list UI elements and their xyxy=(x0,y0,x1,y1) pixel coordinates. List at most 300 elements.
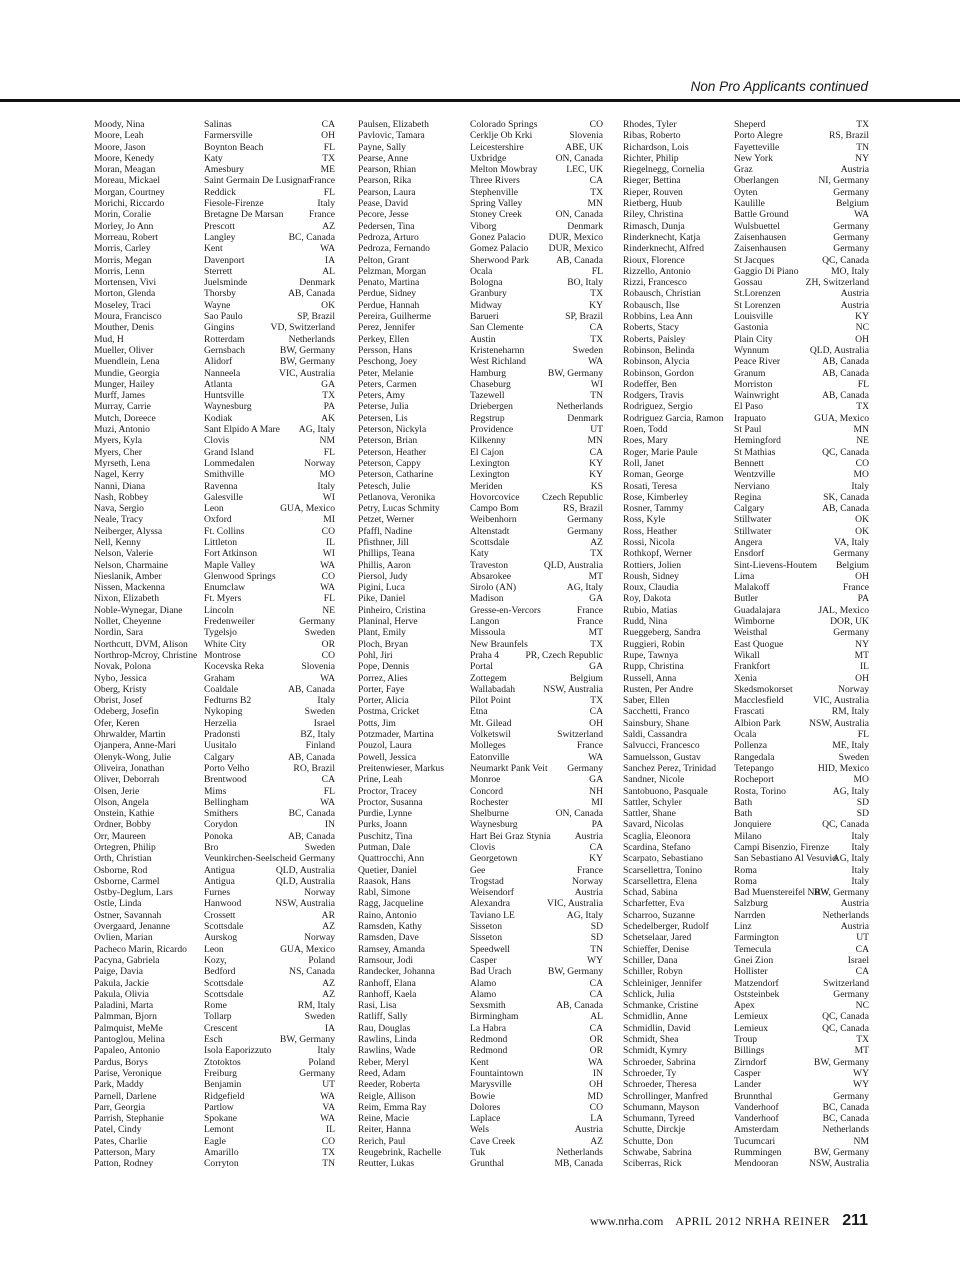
applicant-city: Malakoff xyxy=(734,582,770,594)
applicant-state: Israel xyxy=(313,717,335,729)
applicant-name: Rawlins, Wade xyxy=(358,1045,416,1057)
applicant-state: VD, Switzerland xyxy=(270,322,335,334)
applicant-name: Ostle, Linda xyxy=(94,898,142,910)
applicant-state: Germany xyxy=(833,243,869,255)
applicant-state: KY xyxy=(589,853,603,865)
applicant-city: Gresse-en-Vercors xyxy=(470,604,541,616)
applicant-state: AB, Canada xyxy=(822,367,869,379)
list-item xyxy=(358,627,603,638)
applicant-name: Sattler, Shane xyxy=(623,808,676,820)
applicant-name: Pates, Charlie xyxy=(94,1135,148,1147)
applicant-city: Praha 4 xyxy=(470,649,500,661)
applicant-state: Germany xyxy=(567,762,603,774)
applicant-city: Bretagne De Marsan xyxy=(204,209,284,221)
applicant-city: Milano xyxy=(734,830,762,842)
applicant-state: KY xyxy=(589,457,603,469)
list-item xyxy=(623,1136,869,1147)
applicant-state: AB, Canada xyxy=(556,254,603,266)
applicant-name: Rossi, Nicola xyxy=(623,536,675,548)
applicant-state: RS, Brazil xyxy=(563,503,603,515)
list-item xyxy=(623,786,869,797)
list-item xyxy=(94,797,335,808)
applicant-state: Sweden xyxy=(304,627,335,639)
applicant-name: Schmidt, Kymry xyxy=(623,1045,687,1057)
applicant-state: Italy xyxy=(851,480,869,492)
applicant-name: Piersol, Judy xyxy=(358,570,408,582)
applicant-name: Mundie, Georgia xyxy=(94,367,160,379)
list-item xyxy=(94,1091,335,1102)
applicant-state: JAL, Mexico xyxy=(818,604,869,616)
applicant-state: FL xyxy=(323,186,335,198)
applicant-city: St Mathias xyxy=(734,446,776,458)
applicant-state: TX xyxy=(322,1147,335,1159)
applicant-city: Nerviano xyxy=(734,480,770,492)
applicant-city: Grunthal xyxy=(470,1158,505,1170)
applicant-state: NSW, Australia xyxy=(809,717,869,729)
applicant-name: Paulsen, Elizabeth xyxy=(358,119,429,130)
applicant-city: Hanwood xyxy=(204,898,242,910)
applicant-city: Spokane xyxy=(204,1113,238,1125)
applicant-name: Potzmader, Martina xyxy=(358,729,434,741)
applicant-name: Schroeder, Sabrina xyxy=(623,1056,696,1068)
applicant-city: Kocevska Reka xyxy=(204,661,264,673)
applicant-state: Germany xyxy=(833,1090,869,1102)
applicant-state: TX xyxy=(590,638,603,650)
applicant-city: Barueri xyxy=(470,311,499,323)
applicant-city: Wallabadah xyxy=(470,683,516,695)
applicant-state: OR xyxy=(589,1034,603,1046)
applicant-name: Rottiers, Jolien xyxy=(623,559,682,571)
applicant-city: Fiesole-Firenze xyxy=(204,198,264,210)
applicant-name: Oliveira, Jonathan xyxy=(94,762,165,774)
list-item xyxy=(623,1068,869,1079)
applicant-state: BZ, Italy xyxy=(300,729,335,741)
list-item xyxy=(94,921,335,932)
applicant-name: Nybo, Jessica xyxy=(94,672,147,684)
applicant-name: Paladini, Marta xyxy=(94,1000,154,1012)
list-item xyxy=(623,910,869,921)
applicant-city: Veunkirchen-Seelscheid xyxy=(204,853,297,865)
applicant-state: WA xyxy=(320,559,335,571)
applicant-state: SK, Canada xyxy=(823,491,869,503)
list-item xyxy=(94,492,335,503)
applicant-city: Cave Creek xyxy=(470,1135,516,1147)
applicant-state: QC, Canada xyxy=(822,1011,869,1023)
applicant-name: Ohrwalder, Martin xyxy=(94,729,166,741)
list-item xyxy=(94,198,335,209)
list-item xyxy=(358,729,603,740)
applicant-city: Mendooran xyxy=(734,1158,779,1170)
applicant-city: Thorsby xyxy=(204,288,236,300)
applicant-city: Bro xyxy=(204,842,219,853)
applicant-name: Pakula, Olivia xyxy=(94,988,149,1000)
applicant-name: Parnell, Darlene xyxy=(94,1090,157,1102)
list-item xyxy=(94,514,335,525)
applicant-name: Rusten, Per Andre xyxy=(623,683,694,695)
applicant-name: Rinderknecht, Katja xyxy=(623,231,701,243)
list-item xyxy=(358,797,603,808)
applicant-name: Reine, Macie xyxy=(358,1113,410,1125)
applicant-city: Billings xyxy=(734,1045,765,1057)
applicant-state: SD xyxy=(856,808,869,820)
applicant-state: AK xyxy=(321,412,335,424)
list-item xyxy=(623,334,869,345)
applicant-city: Ridgefield xyxy=(204,1090,245,1102)
applicant-name: Pigini, Luca xyxy=(358,582,405,594)
applicant-city: Hart Bei Graz Stynia xyxy=(470,830,551,842)
applicant-name: Ofer, Keren xyxy=(94,717,140,729)
list-item xyxy=(94,774,335,785)
list-item xyxy=(358,786,603,797)
applicant-state: MB, Canada xyxy=(554,1158,603,1170)
applicant-city: Corydon xyxy=(204,819,238,831)
list-item xyxy=(94,1045,335,1056)
applicant-city: Amsterdam xyxy=(734,1124,779,1136)
applicant-city: Rangedala xyxy=(734,751,775,763)
applicant-name: Moseley, Traci xyxy=(94,299,151,311)
applicant-city: St Paul xyxy=(734,424,762,436)
list-item xyxy=(94,390,335,401)
applicant-state: KS xyxy=(590,480,603,492)
applicant-state: France xyxy=(576,740,603,752)
applicant-city: Rotterdam xyxy=(204,333,245,345)
list-item xyxy=(358,1023,603,1034)
list-item xyxy=(358,1147,603,1158)
applicant-state: NM xyxy=(319,435,335,447)
applicant-city: Matzendorf xyxy=(734,977,779,989)
list-item xyxy=(358,910,603,921)
applicant-state: Germany xyxy=(833,988,869,1000)
list-item xyxy=(623,1158,869,1169)
list-item xyxy=(623,300,869,311)
applicant-city: Macclesfield xyxy=(734,695,784,707)
list-item xyxy=(94,763,335,774)
applicant-state: TX xyxy=(590,288,603,300)
applicant-name: Moura, Francisco xyxy=(94,311,162,323)
applicant-city: Partlow xyxy=(204,1101,234,1113)
applicant-state: PR, Czech Republic xyxy=(525,649,603,661)
applicant-name: Ostner, Savannah xyxy=(94,909,162,921)
applicant-city: Trogstad xyxy=(470,875,504,887)
applicant-city: Molleges xyxy=(470,740,506,752)
applicant-state: CO xyxy=(321,1135,335,1147)
applicant-name: Moore, Jason xyxy=(94,141,146,153)
applicant-name: Peterse, Julia xyxy=(358,401,409,413)
applicant-name: Myers, Cher xyxy=(94,446,142,458)
applicant-city: Angera xyxy=(734,536,763,548)
applicant-name: Sattler, Schyler xyxy=(623,796,682,808)
list-item xyxy=(94,865,335,876)
applicant-city: Wayne xyxy=(204,299,231,311)
applicant-name: Rabl, Simone xyxy=(358,887,411,899)
applicant-state: WA xyxy=(320,1090,335,1102)
applicant-name: Myrseth, Lena xyxy=(94,457,150,469)
applicant-state: Italy xyxy=(851,830,869,842)
applicant-state: NC xyxy=(855,1000,869,1012)
applicant-state: Slovenia xyxy=(569,130,603,142)
applicant-city: Katy xyxy=(470,548,489,560)
applicant-state: ME xyxy=(320,164,335,176)
applicant-state: Italy xyxy=(851,875,869,887)
list-item xyxy=(623,187,869,198)
applicant-name: Potts, Jim xyxy=(358,717,396,729)
applicant-city: Farmersville xyxy=(204,130,253,142)
list-item xyxy=(358,560,603,571)
applicant-state: GUA, Mexico xyxy=(280,943,335,955)
applicant-state: RM, Italy xyxy=(297,1000,335,1012)
list-item xyxy=(358,492,603,503)
applicant-name: Purdie, Lynne xyxy=(358,808,412,820)
applicant-state: MI xyxy=(591,796,603,808)
section-title: Non Pro Applicants continued xyxy=(690,79,868,94)
applicant-state: Norway xyxy=(838,683,869,695)
list-item xyxy=(358,514,603,525)
list-item xyxy=(358,413,603,424)
applicant-city: Bath xyxy=(734,796,753,808)
applicant-city: Linz xyxy=(734,921,752,933)
applicant-state: WA xyxy=(320,243,335,255)
applicant-state: France xyxy=(308,175,335,187)
list-item xyxy=(358,288,603,299)
list-item xyxy=(623,740,869,751)
applicant-name: Preitenwieser, Markus xyxy=(358,762,444,774)
list-item xyxy=(623,232,869,243)
applicant-city: Montrose xyxy=(204,649,241,661)
applicant-state: NM xyxy=(853,1135,869,1147)
applicant-state: MN xyxy=(587,435,603,447)
applicant-name: Petesch, Julie xyxy=(358,480,411,492)
applicant-city: Morriston xyxy=(734,378,773,390)
applicant-name: Purks, Joann xyxy=(358,819,408,831)
applicant-city: Peace River xyxy=(734,356,781,368)
applicant-name: Roberts, Stacy xyxy=(623,322,679,334)
applicant-city: Wels xyxy=(470,1124,489,1136)
list-item xyxy=(623,695,869,706)
applicant-city: Kent xyxy=(204,243,223,255)
applicant-name: Pedroza, Arturo xyxy=(358,231,419,243)
applicant-state: BW, Germany xyxy=(813,887,869,899)
list-item xyxy=(94,684,335,695)
applicant-name: Peter, Melanie xyxy=(358,367,414,379)
list-item xyxy=(623,209,869,220)
list-item xyxy=(623,932,869,943)
list-item xyxy=(623,164,869,175)
applicant-name: Pelton, Grant xyxy=(358,254,410,266)
list-item xyxy=(94,311,335,322)
applicant-city: Lima xyxy=(734,570,755,582)
applicant-city: Porto Alegre xyxy=(734,130,783,142)
applicant-name: Morris, Lenn xyxy=(94,265,145,277)
list-item xyxy=(358,401,603,412)
applicant-state: PA xyxy=(591,819,603,831)
applicant-city: Wainwright xyxy=(734,390,780,402)
applicant-name: Pacyna, Gabriela xyxy=(94,954,160,966)
applicant-state: France xyxy=(842,582,869,594)
list-item xyxy=(623,797,869,808)
applicant-name: Richter, Philip xyxy=(623,152,679,164)
applicant-city: Zaisenhausen xyxy=(734,243,787,255)
list-item xyxy=(94,1124,335,1135)
list-item xyxy=(94,119,335,130)
applicant-state: MN xyxy=(853,424,869,436)
applicant-city: Austin xyxy=(470,333,496,345)
applicant-name: Muzi, Antonio xyxy=(94,424,150,436)
applicant-name: Nava, Sergio xyxy=(94,503,144,515)
list-item xyxy=(623,605,869,616)
applicant-city: Leon xyxy=(204,503,224,515)
applicant-name: Ovlien, Marian xyxy=(94,932,153,944)
applicant-name: Northcutt, DVM, Alison xyxy=(94,638,188,650)
applicant-city: Sheperd xyxy=(734,119,766,130)
applicant-name: Proctor, Tracey xyxy=(358,785,417,797)
applicant-city: Hamburg xyxy=(470,367,507,379)
applicant-name: Pantoglou, Melina xyxy=(94,1034,165,1046)
list-item xyxy=(358,187,603,198)
applicant-city: Oxford xyxy=(204,514,232,526)
applicant-state: NSW, Australia xyxy=(543,683,603,695)
list-item xyxy=(358,1068,603,1079)
applicant-city: Antigua xyxy=(204,875,235,887)
applicant-name: Obrist, Josef xyxy=(94,695,143,707)
applicant-city: Gernsbach xyxy=(204,344,246,356)
applicant-name: Rieper, Rouven xyxy=(623,186,683,198)
applicant-state: KY xyxy=(589,469,603,481)
applicant-name: Roy, Dakota xyxy=(623,593,671,605)
applicant-name: Rodeffer, Ben xyxy=(623,378,677,390)
applicant-city: Plain City xyxy=(734,333,773,345)
applicant-state: CA xyxy=(589,988,603,1000)
applicant-state: UT xyxy=(322,1079,335,1091)
applicant-name: Ramsour, Jodi xyxy=(358,954,414,966)
applicant-name: Moore, Kenedy xyxy=(94,152,155,164)
applicant-name: Rizzi, Francesco xyxy=(623,277,687,289)
applicant-state: NSW, Australia xyxy=(275,898,335,910)
applicant-name: Rodriguez Garcia, Ramon xyxy=(623,412,724,424)
applicant-name: Schroeder, Theresa xyxy=(623,1079,697,1091)
applicant-name: Petzet, Werner xyxy=(358,514,415,526)
applicant-city: Viborg xyxy=(470,220,497,232)
applicant-state: MD xyxy=(587,1090,603,1102)
applicant-state: CO xyxy=(855,457,869,469)
applicant-state: DUR, Mexico xyxy=(548,243,603,255)
applicant-state: ME, Italy xyxy=(832,740,869,752)
list-item xyxy=(358,311,603,322)
applicant-city: Graham xyxy=(204,672,235,684)
applicant-city: Apex xyxy=(734,1000,755,1012)
list-item xyxy=(623,514,869,525)
applicant-state: Czech Republic xyxy=(541,491,603,503)
applicant-city: Pradonsti xyxy=(204,729,241,741)
applicant-city: Weibenhorn xyxy=(470,514,517,526)
applicant-state: FL xyxy=(323,785,335,797)
applicant-city: Missoula xyxy=(470,627,506,639)
applicant-state: France xyxy=(576,864,603,876)
applicant-name: Sciberras, Rick xyxy=(623,1158,682,1170)
list-item xyxy=(358,774,603,785)
applicant-name: Nanni, Diana xyxy=(94,480,146,492)
list-item xyxy=(623,819,869,830)
applicant-state: OH xyxy=(321,130,335,142)
applicant-state: QC, Canada xyxy=(822,446,869,458)
applicant-name: Roush, Sidney xyxy=(623,570,679,582)
applicant-state: BC, Canada xyxy=(822,1101,869,1113)
applicant-name: Morreau, Robert xyxy=(94,231,158,243)
applicant-name: Raasok, Hans xyxy=(358,875,411,887)
applicant-state: Italy xyxy=(317,1045,335,1057)
applicant-name: Mutch, Doreece xyxy=(94,412,156,424)
applicant-city: Gee xyxy=(470,864,486,876)
applicant-name: Reigle, Allison xyxy=(358,1090,416,1102)
applicant-name: Russell, Anna xyxy=(623,672,677,684)
applicant-state: Sweden xyxy=(572,344,603,356)
list-item xyxy=(623,526,869,537)
list-item xyxy=(623,616,869,627)
applicant-city: Ravenna xyxy=(204,480,238,492)
applicant-state: AZ xyxy=(322,220,335,232)
list-item xyxy=(94,424,335,435)
applicant-city: Sint-Lievens-Houtem xyxy=(734,559,818,571)
applicant-state: MT xyxy=(854,649,869,661)
applicant-city: Madison xyxy=(470,593,504,605)
applicant-city: Ft. Collins xyxy=(204,525,245,537)
applicant-name: Neale, Tracy xyxy=(94,514,144,526)
applicant-name: Sandner, Nicole xyxy=(623,774,685,786)
applicant-state: Netherlands xyxy=(822,1124,869,1136)
applicant-name: Ranhoff, Elana xyxy=(358,977,416,989)
applicant-name: Parrish, Stephanie xyxy=(94,1113,164,1125)
applicant-city: Wikall xyxy=(734,649,760,661)
applicant-city: Amarillo xyxy=(204,1147,239,1159)
applicant-city: Midway xyxy=(470,299,502,311)
applicant-name: Murff, James xyxy=(94,390,145,402)
list-item xyxy=(94,300,335,311)
applicant-city: Furnes xyxy=(204,887,231,899)
applicant-state: LA xyxy=(590,1113,603,1125)
list-item xyxy=(358,650,603,661)
list-item xyxy=(623,481,869,492)
applicant-state: Austria xyxy=(840,299,869,311)
list-item xyxy=(94,955,335,966)
applicant-city: El Paso xyxy=(734,401,764,413)
applicant-city: Aurskog xyxy=(204,932,238,944)
applicant-city: Tygelsjo xyxy=(204,627,237,639)
applicant-state: SD xyxy=(856,796,869,808)
list-item xyxy=(94,752,335,763)
applicant-state: Netherlands xyxy=(556,1147,603,1159)
list-item xyxy=(94,447,335,458)
applicant-state: CA xyxy=(855,966,869,978)
applicant-state: MN xyxy=(587,198,603,210)
applicant-city: Isola Eaporizzuto xyxy=(204,1045,272,1057)
applicant-state: MO xyxy=(853,469,869,481)
applicant-name: Rinderknecht, Alfred xyxy=(623,243,704,255)
applicant-state: Austria xyxy=(574,830,603,842)
applicant-state: NE xyxy=(856,435,869,447)
list-item xyxy=(623,356,869,367)
applicant-city: Troup xyxy=(734,1034,758,1046)
applicant-city: Scottsdale xyxy=(204,988,244,1000)
list-item xyxy=(358,277,603,288)
list-item xyxy=(94,978,335,989)
applicant-name: Schmanke, Cristine xyxy=(623,1000,699,1012)
list-item xyxy=(94,187,335,198)
applicant-state: Poland xyxy=(308,1056,335,1068)
applicant-city: Prescott xyxy=(204,220,235,232)
list-item xyxy=(358,503,603,514)
list-item xyxy=(358,752,603,763)
applicant-name: Olenyk-Wong, Julie xyxy=(94,751,172,763)
applicant-name: Perdue, Hannah xyxy=(358,299,420,311)
